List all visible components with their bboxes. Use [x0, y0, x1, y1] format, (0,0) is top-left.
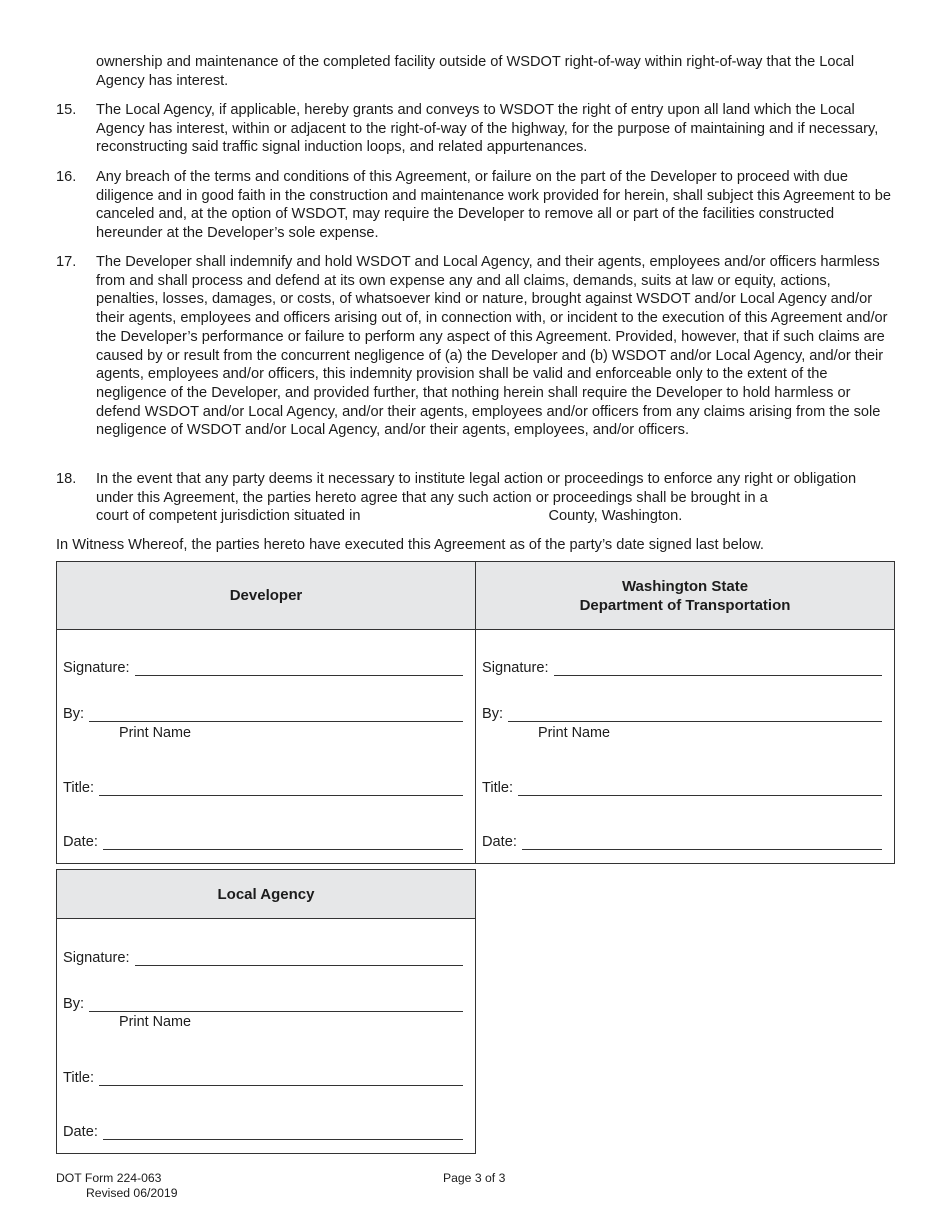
developer-signature-line[interactable]	[135, 657, 463, 676]
form-number: DOT Form 224-063	[56, 1171, 162, 1185]
signature-label: Signature:	[63, 950, 130, 966]
wsdot-signature-field[interactable]	[482, 656, 882, 676]
clause-16-number: 16.	[56, 169, 77, 185]
county-blank[interactable]	[360, 507, 548, 526]
local-agency-title-line[interactable]	[99, 1067, 463, 1086]
wsdot-title-line1: Washington State	[621, 577, 749, 595]
county-line-suffix: County, Washington.	[548, 508, 683, 525]
wsdot-date-line[interactable]	[522, 831, 882, 850]
clause-18-text	[96, 470, 896, 526]
wsdot-print-name-label: Print Name	[538, 725, 610, 741]
wsdot-title-line2: Department of Transportation	[579, 596, 791, 614]
title-label: Title:	[63, 780, 95, 796]
developer-title-field[interactable]	[63, 776, 463, 796]
continuation-paragraph: ownership and maintenance of the completed facility outside of WSDOT right-of-way within right-of-way that the Local Agency has interest.	[96, 54, 855, 89]
developer-by-field[interactable]	[63, 702, 463, 722]
clause-18-number: 18.	[56, 471, 77, 487]
local-agency-title-field[interactable]	[63, 1066, 463, 1086]
signature-label: Signature:	[482, 660, 549, 676]
developer-header	[57, 562, 475, 630]
title-label: Title:	[482, 780, 514, 796]
local-agency-by-field[interactable]	[63, 992, 463, 1012]
developer-title: Developer	[229, 587, 303, 604]
wsdot-date-field[interactable]	[482, 830, 882, 850]
county-line	[96, 507, 896, 526]
developer-signature-field[interactable]	[63, 656, 463, 676]
local-agency-title: Local Agency	[217, 885, 315, 903]
wsdot-title-field[interactable]	[482, 776, 882, 796]
page-number: Page 3 of 3	[443, 1171, 506, 1185]
date-label: Date:	[63, 1124, 98, 1140]
witness-statement: In Witness Whereof, the parties hereto have executed this Agreement as of the party’s date signed last below.	[56, 537, 764, 553]
clause-15-number: 15.	[56, 102, 77, 118]
local-agency-date-field[interactable]	[63, 1120, 463, 1140]
local-agency-header	[57, 870, 475, 919]
local-agency-date-line[interactable]	[103, 1121, 463, 1140]
wsdot-header	[476, 562, 894, 630]
signature-label: Signature:	[63, 660, 130, 676]
by-label: By:	[482, 706, 504, 722]
clause-16-text: Any breach of the terms and conditions of this Agreement, or failure on the part of the Developer to proceed with due diligence and in good faith in the construction and maintenance work provided for herein, shall subject this Agreement to be canceled and, at the option of WSDOT, may require the Developer to remove all or part of the facilities constructed hereunder at the Developer’s sole expense.	[96, 169, 892, 242]
date-label: Date:	[63, 834, 98, 850]
by-label: By:	[63, 706, 85, 722]
wsdot-signature-line[interactable]	[554, 657, 882, 676]
developer-print-name-label: Print Name	[119, 725, 191, 741]
revision-date: Revised 06/2019	[86, 1185, 178, 1200]
wsdot-by-field[interactable]	[482, 702, 882, 722]
clause-17-number: 17.	[56, 254, 77, 270]
local-agency-signature-line[interactable]	[135, 947, 463, 966]
developer-by-line[interactable]	[89, 703, 463, 722]
clause-18-body: In the event that any party deems it necessary to institute legal action or proceedings to enforce any right or obligation under this Agreement, the parties hereto agree that any such action or proceedings shall be brought in a	[96, 471, 857, 506]
developer-date-field[interactable]	[63, 830, 463, 850]
developer-date-line[interactable]	[103, 831, 463, 850]
wsdot-by-line[interactable]	[508, 703, 882, 722]
county-line-prefix: court of competent jurisdiction situated in	[96, 508, 361, 525]
wsdot-signature-block	[475, 561, 895, 864]
clause-15-text: The Local Agency, if applicable, hereby grants and conveys to WSDOT the right of entry upon all land which the Local Agency has interest, within or adjacent to the right-of-way of the highway, for the purpose of maintaining and if necessary, reconstructing said traffic signal induction loops, and related appurtenances.	[96, 102, 879, 156]
form-footer	[56, 1171, 177, 1200]
clause-17-text: The Developer shall indemnify and hold WSDOT and Local Agency, and their agents, employees and/or officers harmless from and shall process and defend at its own expense any and all claims, demands, suits at law or equity, actions, penalties, losses, damages, or costs, of whatsoever kind or nature, brought against WSDOT and/or Local Agency and/or their agents, employees and officers arising out of, in connection with, or incident to the execution of this Agreement and/or the Developer’s performance or failure to perform any aspect of this Agreement. Provided, however, that if such claims are caused by or result from the concurrent negligence of (a) the Developer and (b) WSDOT and/or Local Agency, and/or their agents, employees and/or officers, this indemnity provision shall be valid and enforceable only to the extent of the negligence of the Developer, and provided further, that nothing herein shall require the Developer to hold harmless or defend WSDOT and/or Local Agency, and/or their agents, employees and/or officers from any claims arising from the sole negligence of WSDOT and/or Local Agency, and/or their agents, employees, and/or officers.	[96, 254, 888, 439]
local-agency-by-line[interactable]	[89, 993, 463, 1012]
title-label: Title:	[63, 1070, 95, 1086]
local-agency-print-name-label: Print Name	[119, 1014, 191, 1030]
wsdot-title-line[interactable]	[518, 777, 882, 796]
local-agency-signature-block	[56, 869, 476, 1154]
by-label: By:	[63, 996, 85, 1012]
date-label: Date:	[482, 834, 517, 850]
developer-signature-block	[56, 561, 476, 864]
developer-title-line[interactable]	[99, 777, 463, 796]
local-agency-signature-field[interactable]	[63, 946, 463, 966]
